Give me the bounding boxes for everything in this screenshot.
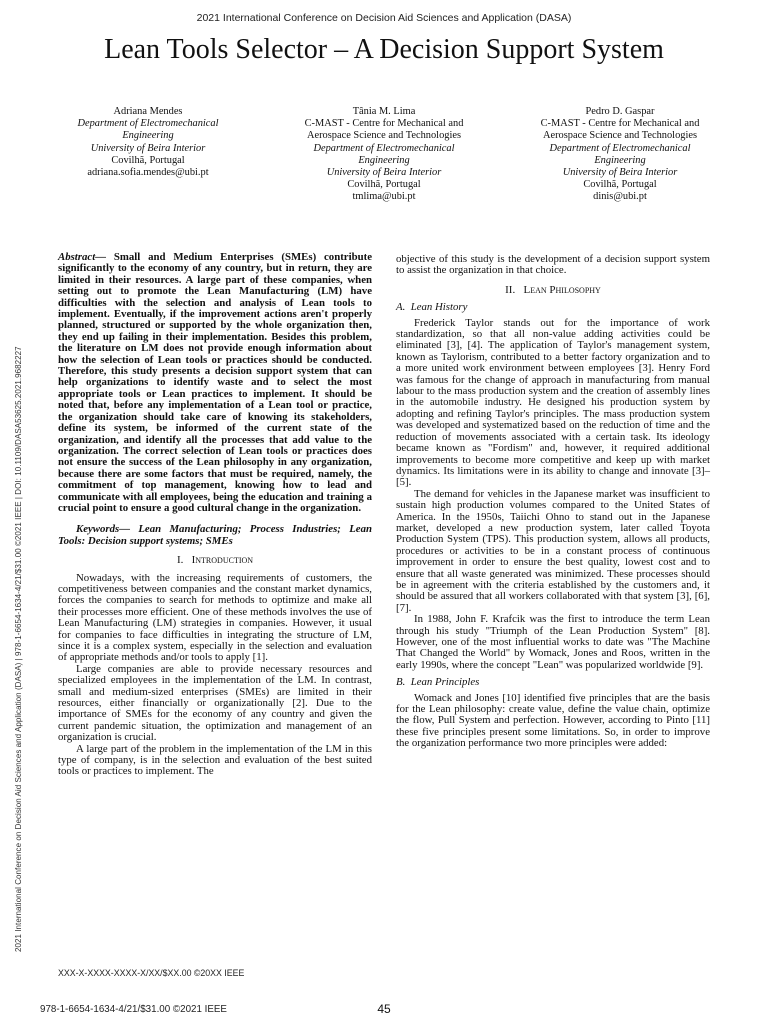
conference-header: 2021 International Conference on Decision Aid Sciences and Application (DASA) xyxy=(196,12,572,24)
author-affiliation-line[interactable]: adriana.sofia.mendes@ubi.pt xyxy=(87,167,209,179)
continuation-paragraph: objective of this study is the development of a decision support system to assist the organization in that choice. xyxy=(396,253,710,277)
keywords-text: Lean Manufacturing; Process Industries; Lean Tools: Decision support systems; SMEs xyxy=(58,523,372,547)
intro-paragraph-1: Nowadays, with the increasing requirements of customers, the competitiveness between companies and the constant market dynamics, forces the companies to search for methods to optimize and make all their processes more efficient. One of these methods involves the use of Lean Manufacturing (LM) strategies in companies. However, it usual for companies to face difficulties in integrating the structure of LM, since it is a complex system, especially in the selection and evaluation of appropriate methods and/or tools to apply [1]. xyxy=(58,571,372,664)
intro-paragraph-2: Large companies are able to provide necessary resources and specialized employees in the implementation of the LM. In contrast, small and medium-sized enterprises (SMEs) are limited in their resources, either financially or organizationally [2]. Due to the importance of SMEs for the economy of any country and given the current pandemic situation, the optimization and management of an organization is crucial. xyxy=(58,662,372,744)
author-affiliation-line: Covilhã, Portugal xyxy=(111,154,185,166)
author-affiliation-line: University of Beira Interior xyxy=(326,167,442,179)
section-heading-lean-philosophy xyxy=(396,285,710,296)
author-affiliation-line: Aerospace Science and Technologies xyxy=(306,130,461,142)
author-affiliation-line: Department of Electromechanical xyxy=(549,142,691,154)
author-affiliation-line: Covilhã, Portugal xyxy=(347,179,421,191)
author-name: Tânia M. Lima xyxy=(352,106,416,117)
author-affiliation-line: C-MAST - Centre for Mechanical and xyxy=(540,118,700,130)
paper-title: Lean Tools Selector – A Decision Support System xyxy=(104,34,664,65)
author-affiliation-line: Department of Electromechanical xyxy=(313,142,455,154)
keywords-lead: Keywords— xyxy=(76,523,130,536)
abstract-text: Small and Medium Enterprises (SMEs) contribute significantly to the economy of any country, but in return, they are limited in their resources. A large part of these companies, when setting out to promote the Lean Manufacturing (LM) have difficulties with the selection and analysis of Lean tools to implement. Eventually, if the improvement actions aren't properly planned, structured or supported by the whole organization then, they end up failing in their implementation. Besides this problem, the literature on LM does not provide enough information about how the selection of Lean tools or practices should be conducted. Therefore, this study presents a decision support system that can help organizations to identify waste and to select the most appropriate tools or Lean practices to implement. It should be noted that, before any implementation of a Lean tool or practice, the organization should take care of knowing its stakeholders, define its system, be informed of the current state of the organization, and identify all the processes that add value to the organization. The correct selection of Lean tools or practices does not ensure the success of the Lean philosophy in any organization, because there are some factors that must be required, namely, the commitment of top management, knowing how to lead and communicate with all employees, being the education and training a crucial point to ensure a good cultural change in the organization. xyxy=(58,251,372,514)
left-column xyxy=(58,252,372,778)
lean-history-paragraph-1: Frederick Taylor stands out for the importance of work standardization, so that all non-value adding activities could be eliminated [3], [4]. The application of Taylor's management system, known as Taylorism, contributed to a better factory organization and to a more united work environment between employees [3]. Henry Ford was famous for the change of approach in manufacturing from manual labour to the mass production system and the creation of assembly lines in the automobile industry. He designed his production system by adopting and refining Taylor's principles. The mass production system was developed and systematized based on the reduction of time and the reduction of movements associated with a certain task. Its ideology became known as "Fordism" and, however, it required additional improvements to become more competitive and keep up with market dynamics. Its limitations were in its ability to change and innovate [3]–[5]. xyxy=(396,316,710,489)
abstract xyxy=(58,252,372,514)
abstract-lead: Abstract— xyxy=(58,251,106,263)
side-metadata-strip: 2021 International Conference on Decision Aid Sciences and Application (DASA) | 978-1-6654-1634-4/21/$31.00 ©2021 IEEE | DOI: 10.1109/DASA53625.2021.9682227 xyxy=(14,346,23,952)
lean-history-paragraph-3: In 1988, John F. Krafcik was the first to introduce the term Lean through his study "Triumph of the Lean Production System" [8]. However, one of the most influential works to date was "The Machine That Changed the World" by Womack, Jones and Roos, written in the early 1990s, where the concept "Lean" was popularized worldwide [9]. xyxy=(396,613,710,671)
right-column xyxy=(396,254,710,750)
keywords xyxy=(58,524,372,547)
author-3 xyxy=(502,106,738,204)
author-1 xyxy=(30,106,266,204)
section-title: Lean Philosophy xyxy=(523,283,601,296)
author-block xyxy=(30,106,738,204)
author-affiliation-line: Aerospace Science and Technologies xyxy=(542,130,697,142)
author-name: Adriana Mendes xyxy=(113,106,183,117)
author-affiliation-line: Engineering xyxy=(358,154,410,166)
footer-code: XXX-X-XXXX-XXXX-X/XX/$XX.00 ©20XX IEEE xyxy=(58,968,245,978)
subsection-title: Lean Principles xyxy=(410,676,480,689)
author-2 xyxy=(266,106,502,204)
page-number: 45 xyxy=(377,1002,391,1016)
author-affiliation-line: Covilhã, Portugal xyxy=(583,179,657,191)
author-affiliation-line: Engineering xyxy=(122,130,174,142)
intro-paragraph-3: A large part of the problem in the implementation of the LM in this type of company, is in the selection and evaluation of the best suited tools or practices to implement. The xyxy=(58,742,372,778)
subsection-heading-lean-principles xyxy=(396,677,710,688)
author-affiliation-line: Department of Electromechanical xyxy=(77,118,219,130)
author-affiliation-line: Engineering xyxy=(594,154,646,166)
author-affiliation-line: C-MAST - Centre for Mechanical and xyxy=(304,118,464,130)
author-name: Pedro D. Gaspar xyxy=(585,106,655,117)
lean-principles-paragraph-1: Womack and Jones [10] identified five principles that are the basis for the Lean philosophy: create value, define the value chain, optimize the flow, Pull System and perfection. However, according to Pinto [11] these five principles present some limitations. So, in order to improve the organization performance two more principles were added: xyxy=(396,691,710,750)
author-affiliation-line: University of Beira Interior xyxy=(90,142,206,154)
footer-isbn: 978-1-6654-1634-4/21/$31.00 ©2021 IEEE xyxy=(40,1004,227,1015)
subsection-heading-lean-history xyxy=(396,302,710,313)
author-affiliation-line[interactable]: tmlima@ubi.pt xyxy=(352,191,416,203)
subsection-title: Lean History xyxy=(410,301,468,314)
author-affiliation-line: University of Beira Interior xyxy=(562,167,678,179)
subsection-label: B. xyxy=(396,676,406,689)
section-number: I. xyxy=(176,554,184,567)
section-heading-introduction xyxy=(58,555,372,566)
subsection-label: A. xyxy=(396,301,406,314)
lean-history-paragraph-2: The demand for vehicles in the Japanese market was insufficient to sustain high production volumes compared to the United States of America. In the 1950s, Taiichi Ohno to stand out in the Japanese market, developed a new production system, later called Toyota Production System (TPS). This production system, allows all products, procedures or activities to be in a constant process of continuous improvement in order to ensure the best quality, lowest cost and to ensure that all waste generated was minimized. These processes should be in agreement with the criteria established by the customers and, it should be assured that all workers collaborated with that system [3], [6], [7]. xyxy=(396,487,710,614)
author-affiliation-line[interactable]: dinis@ubi.pt xyxy=(593,191,647,203)
section-title: Introduction xyxy=(191,554,254,567)
section-number: II. xyxy=(505,283,516,296)
